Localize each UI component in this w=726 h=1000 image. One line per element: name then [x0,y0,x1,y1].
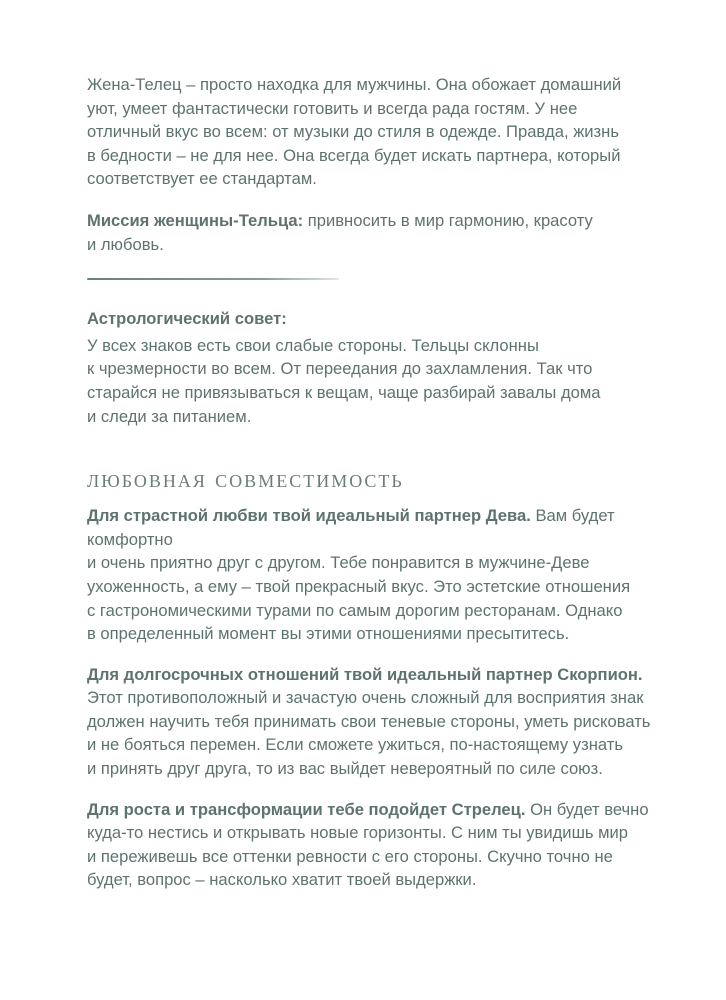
longterm-paragraph [87,663,677,781]
longterm-label: Для долгосрочных отношений твой идеальный партнер Скорпион. [87,664,643,684]
advice-line: к чрезмерности во всем. От переедания до захламления. Так что [87,359,593,379]
passion-line: ухоженность, а ему – твой прекрасный вкус. Это эстетские отношения [87,576,631,596]
mission-label: Миссия женщины-Тельца: [87,210,304,230]
growth-line: и переживешь все оттенки ревности с его стороны. Скучно точно не [87,846,613,866]
passion-line: в определенный момент вы этими отношениями пресытитесь. [87,624,570,644]
mission-text: и любовь. [87,234,164,254]
growth-paragraph [87,798,677,892]
section-divider [87,278,339,280]
intro-line: Жена-Телец – просто находка для мужчины. Она обожает домашний [87,75,622,94]
page-content [87,73,677,892]
growth-line: куда-то нестись и открывать новые горизонты. С ним ты увидишь мир [87,823,629,843]
intro-line: уют, умеет фантастически готовить и всегда рада гостям. У нее [87,98,578,118]
intro-line: в бедности – не для нее. Она всегда будет искать партнера, который [87,145,621,165]
longterm-line: Этот противоположный и зачастую очень сложный для восприятия знак [87,688,644,708]
mission-text: привносить в мир гармонию, красоту [303,210,593,230]
longterm-line: и принять друг друга, то из вас выйдет невероятный по силе союз. [87,759,603,779]
advice-title: Астрологический совет: [87,309,287,329]
longterm-line: и не бояться перемен. Если сможете ужиться, по-настоящему узнать [87,735,623,755]
passion-line: и очень приятно друг с другом. Тебе понравится в мужчине-Деве [87,553,590,573]
passion-paragraph [87,504,677,646]
growth-label: Для роста и трансформации тебе подойдет Стрелец. [87,799,526,819]
mission-paragraph [87,209,677,256]
intro-line: соответствует ее стандартам. [87,169,317,189]
compatibility-heading: любовная совместимость [87,466,404,494]
advice-line: и следи за питанием. [87,406,252,426]
longterm-line: должен научить тебя принимать свои теневые стороны, уметь рисковать [87,711,651,731]
growth-line: Он будет вечно [525,799,649,819]
advice-line: У всех знаков есть свои слабые стороны. Тельцы склонны [87,335,539,355]
advice-paragraph [87,334,677,428]
intro-line: отличный вкус во всем: от музыки до стиля в одежде. Правда, жизнь [87,122,619,142]
passion-line: с гастрономическими турами по самым дорогим ресторанам. Однако [87,600,623,620]
advice-line: старайся не привязываться к вещам, чаще разбирай завалы дома [87,382,601,402]
passion-label: Для страстной любви твой идеальный партнер Дева. [87,506,531,526]
passion-line: Вам будет комфортно [87,506,615,549]
intro-paragraph [87,73,677,191]
growth-line: будет, вопрос – насколько хватит твоей выдержки. [87,870,477,890]
